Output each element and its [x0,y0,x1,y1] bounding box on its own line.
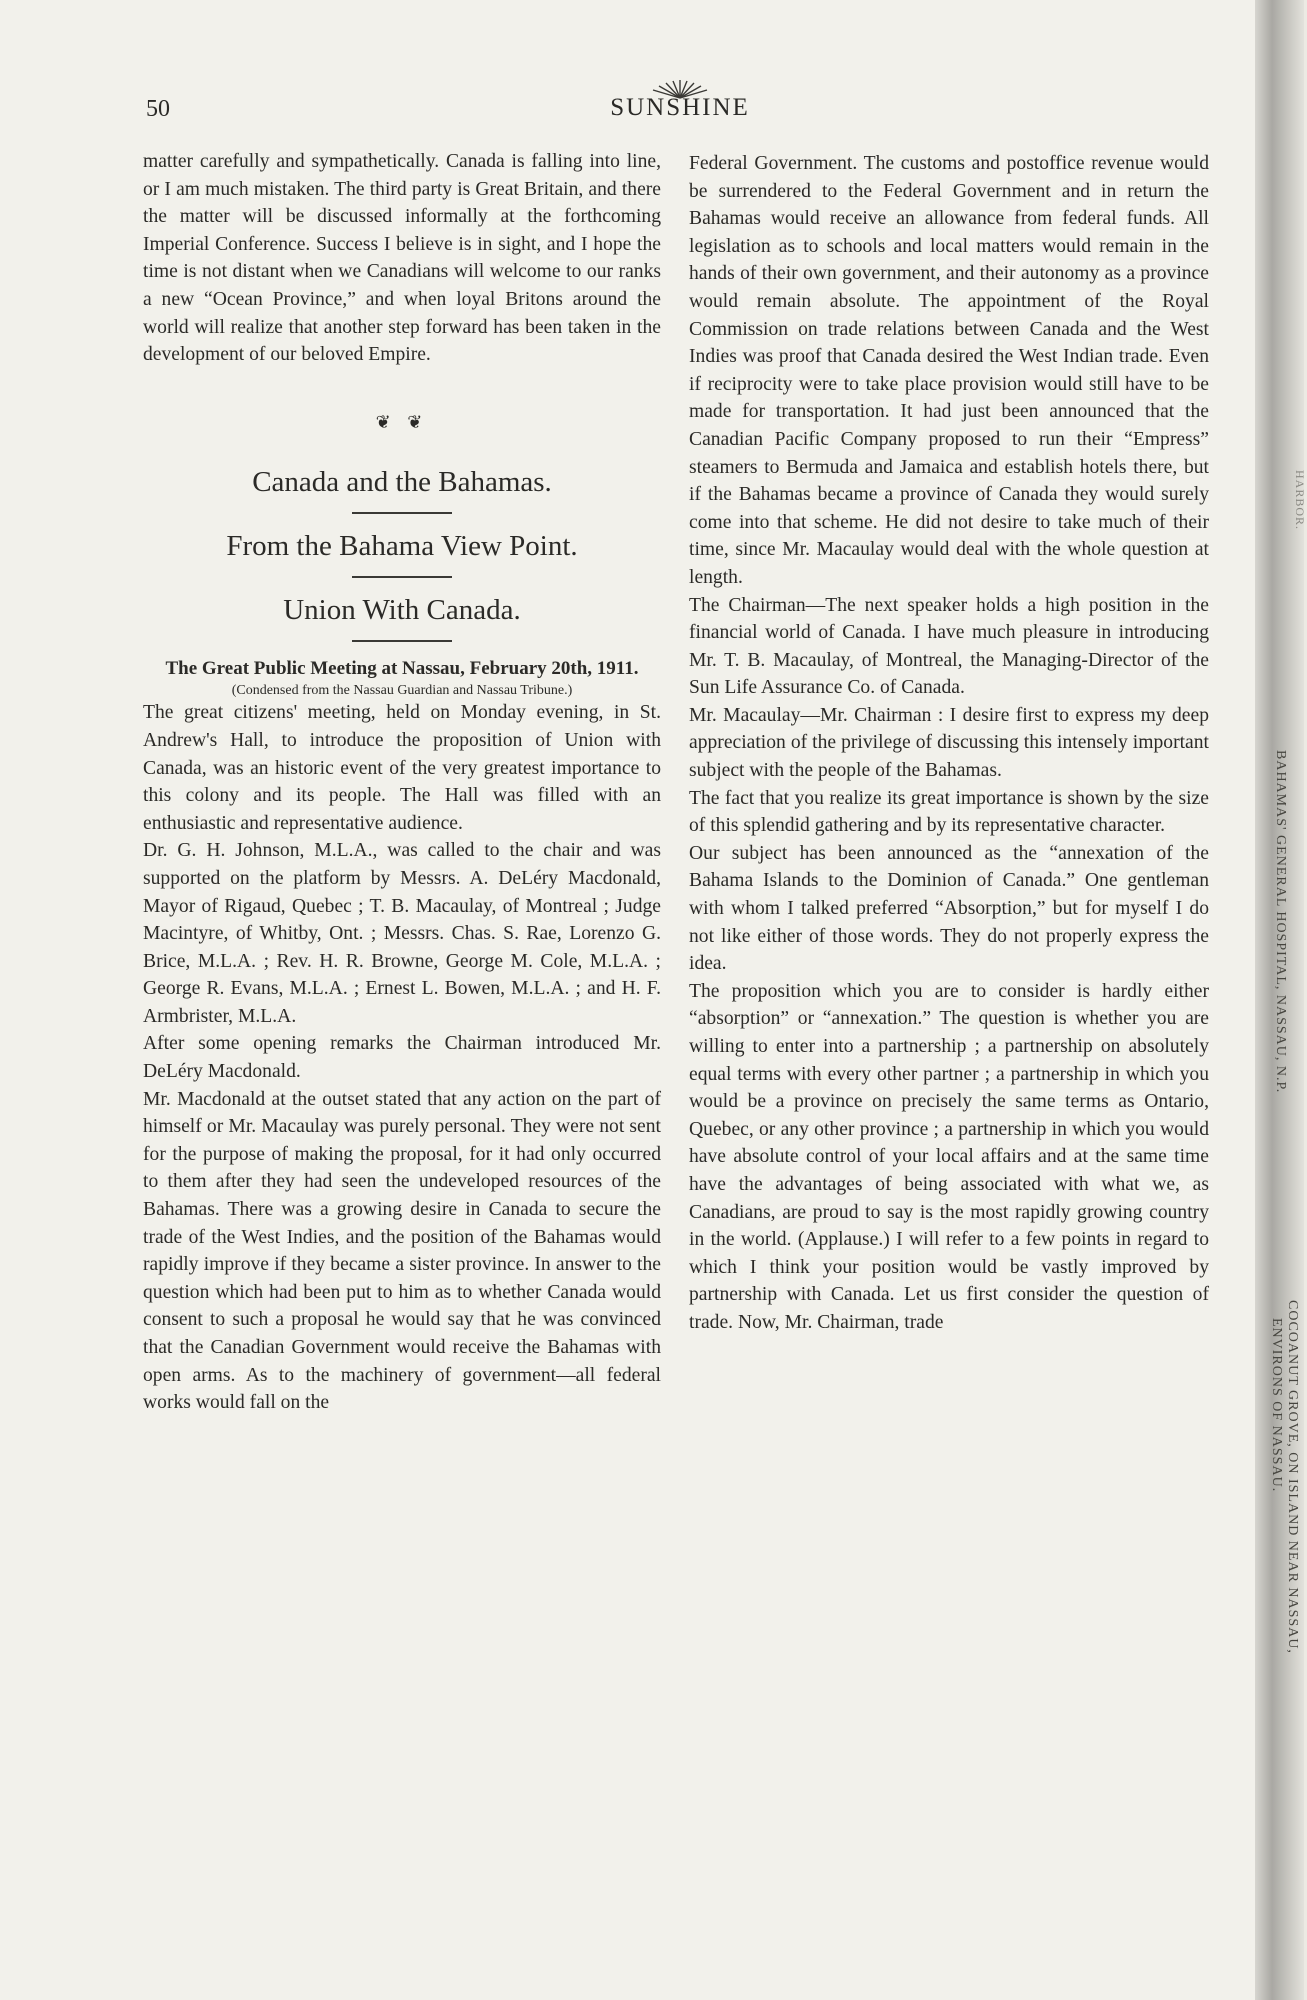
article-paragraph: The great citizens' meeting, held on Monday evening, in St. Andrew's Hall, to introduce the proposition of Union with Canada, was an historic event of the very greatest importance to this colony and its people. The Hall was filled with an enthusiastic and representative audience. [143,702,661,834]
article-paragraph: Our subject has been announced as the “annexation of the Bahama Islands to the Dominion of Canada.” One gentleman with whom I talked preferred “Absorption,” but for myself I do not like either of those words. They do not properly express the idea. [689,842,1209,975]
page-number: 50 [146,96,170,122]
article-paragraph: Dr. G. H. Johnson, M.L.A., was called to the chair and was supported on the platform by Messrs. A. DeLéry Macdonald, Mayor of Rigaud, Quebec ; T. B. Macaulay, of Montreal ; Judge Macintyre, of Whitby, Ont. ; Messrs. Chas. S. Rae, Lorenzo G. Brice, M.L.A. ; Rev. H. R. Browne, George M. Cole, M.L.A. ; George R. Evans, M.L.A. ; Ernest L. Bowen, M.L.A. ; and H. F. Armbrister, M.L.A. [143,840,661,1027]
article-paragraph: The fact that you realize its great importance is shown by the size of this splendid gathering and by its representative character. [689,787,1209,837]
article-paragraph: Mr. Macaulay—Mr. Chairman : I desire first to express my deep appreciation of the privilege of discussing this intensely important subject with the people of the Bahamas. [689,704,1209,782]
side-caption-cocoanut-grove: COCOANUT GROVE, ON ISLAND NEAR NASSAU, [1285,1300,1300,1654]
headline-rule [352,576,452,578]
article-paragraph: After some opening remarks the Chairman introduced Mr. DeLéry Macdonald. [143,1033,661,1083]
article-paragraph: Mr. Macdonald at the outset stated that any action on the part of himself or Mr. Macaulay was purely personal. They were not sent for the purpose of making the proposal, for it had only occurred to them after they had seen the undeveloped resources of the Bahamas. There was a growing desire in Canada to secure the trade of the West Indies, and the position of the Bahamas would rapidly improve if they became a sister province. In answer to the question which had been put to him as to whether Canada would consent to such a proposal he would say that he was convinced that the Canadian Government would receive the Bahamas with open arms. As to the machinery of government—all federal works would fall on the [143,1088,661,1414]
article-paragraph: The proposition which you are to consider is hardly either “absorption” or “annexation.” The question is whether you are willing to enter into a partnership ; a partnership on absolutely equal terms with every other partner ; a partnership in which you would be a province on precisely the same terms as Ontario, Quebec, or any other province ; a partnership in which you would have absolute control of your local affairs and at the same time have the advantages of being associated with what we, as Canadians, are proud to say is the most rapidly growing country in the world. (Applause.) I will refer to a few points in regard to which I think your position would be vastly improved by partnership with Canada. Let us first consider the question of trade. Now, Mr. Chairman, trade [689,980,1209,1333]
masthead [580,78,780,122]
side-caption-environs: ENVIRONS OF NASSAU. [1269,1318,1284,1493]
article-headline: Canada and the Bahamas. [252,466,552,499]
side-caption-hospital: BAHAMAS' GENERAL HOSPITAL, NASSAU, N.P. [1273,750,1288,1094]
meeting-subhead: The Great Public Meeting at Nassau, February 20th, 1911. [165,658,639,680]
right-column [689,150,1209,1337]
article-paragraph: The Chairman—The next speaker holds a high position in the financial world of Canada. I have much pleasure in introducing Mr. T. B. Macaulay, of Montreal, the Managing-Director of the Sun Life Assurance Co. of Canada. [689,594,1209,699]
headline-rule [352,512,452,514]
headline-rule [352,640,452,642]
article-third-headline: Union With Canada. [283,594,521,627]
intro-paragraph: matter carefully and sympathetically. Canada is falling into line, or I am much mistaken. The third party is Great Britain, and there the matter will be discussed informally at the forthcoming Imperial Conference. Success I believe is in sight, and I hope the time is not distant when we Canadians will welcome to our ranks a new “Ocean Province,” and when loyal Britons around the world will realize that another step forward has been taken in the development of our beloved Empire. [143,151,661,366]
article-paragraph: Federal Government. The customs and postoffice revenue would be surrendered to the Federal Government and in return the Bahamas would receive an allowance from federal funds. All legislation as to schools and local matters would remain in the hands of their own government, and their autonomy as a province would remain absolute. The appointment of the Royal Commission on trade relations between Canada and the West Indies was proof that Canada desired the West Indian trade. Even if reciprocity were to take place provision would still have to be made for transportation. It had just been announced that the Canadian Pacific Company proposed to run their “Empress” steamers to Bermuda and Jamaica and establish hotels there, but if the Bahamas became a province of Canada they would surely come into that scheme. He did not desire to take much of their time, since Mr. Macaulay would deal with the whole question at length. [689,153,1209,588]
masthead-title: SUNSHINE [610,94,750,121]
article-subheadline: From the Bahama View Point. [226,530,578,563]
source-credit: (Condensed from the Nassau Guardian and Nassau Tribune.) [231,683,573,699]
left-column [143,148,661,1417]
side-caption-harbor: HARBOR. [1293,470,1307,531]
section-ornament: ❦ ❦ [375,411,429,432]
